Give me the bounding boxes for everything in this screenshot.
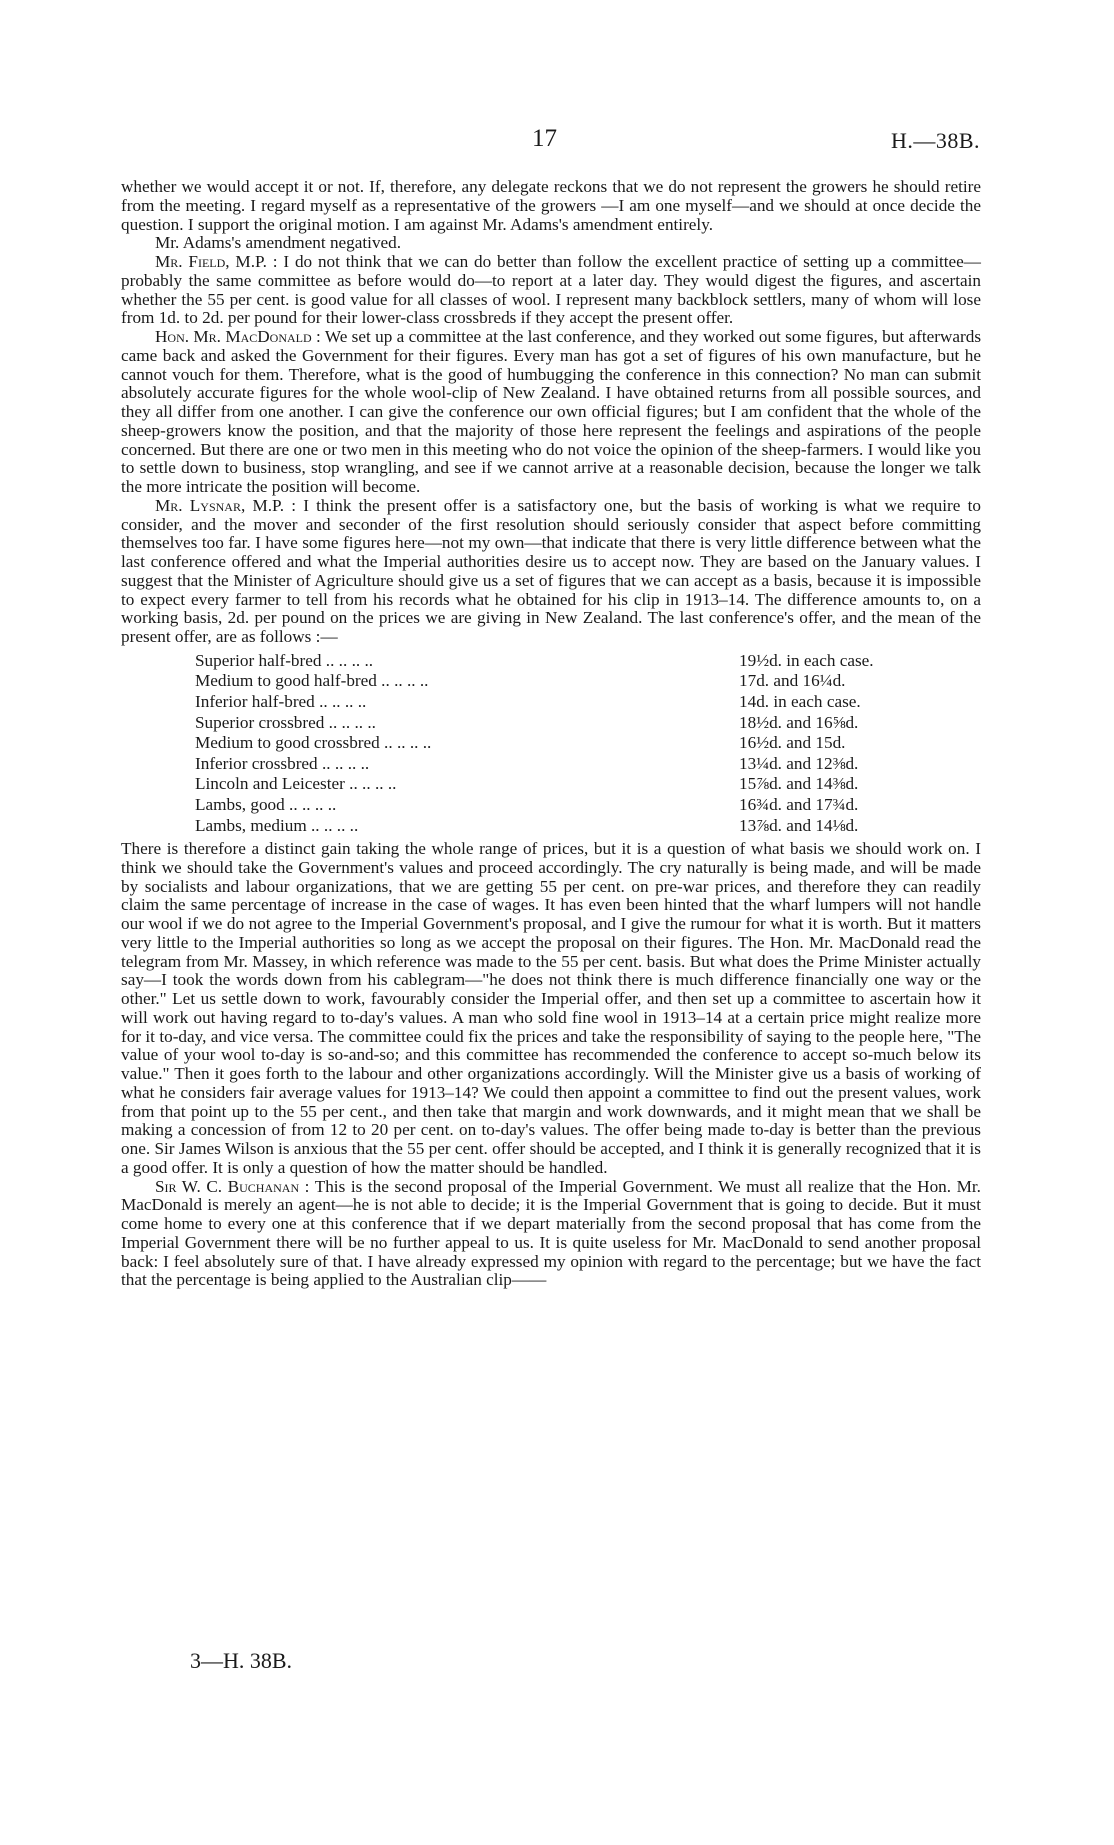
price-value: 16¾d. and 17¾d. <box>739 794 859 814</box>
speech-text: This is the second proposal of the Imperial Government. We must all realize that the Hon. Mr. MacDonald is merely an agent—he is not able to decide; it is the Imperial Government that is going to decide. But it must come home to every one at this conference that if we depart materially from the second proposal that has come from the Imperial Government there will be no further appeal to us. It is quite useless for Mr. MacDonald to send another proposal back: I feel absolutely sure of that. I have already expressed my opinion with regard to the percentage; but we have the fact that the percentage is being applied to the Australian clip—— <box>121 1176 981 1290</box>
table-row <box>195 774 874 795</box>
document-reference: H.—38B. <box>890 128 980 153</box>
price-value: 18½d. and 16⅝d. <box>739 712 859 732</box>
price-table <box>195 651 874 836</box>
price-value: 13⅞d. and 14⅛d. <box>739 815 859 835</box>
dot-leader: .. .. .. .. <box>384 733 432 753</box>
table-cell-item <box>195 713 739 734</box>
table-row <box>195 692 874 713</box>
table-row <box>195 651 874 672</box>
price-value: 13¼d. and 12⅜d. <box>739 753 859 773</box>
wool-class: Medium to good half-bred <box>195 671 377 691</box>
paragraph: Mr. Adams's amendment negatived. <box>155 233 402 253</box>
paragraph: There is therefore a distinct gain taking the whole range of prices, but it is a question of what basis we should work on. I think we should take the Government's values and proceed accordingly. The cry naturally is being made, and will be made by socialists and labour organizations, that we are getting 55 per cent. on pre-war prices, and therefore they can readily claim the same percentage of increase in the case of wages. It has even been hinted that the wharf lumpers will not handle our wool if we do not agree to the Imperial Government's proposal, and I give the rumour for what it is worth. But it matters very little to the Imperial authorities so long as we accept the proposal on their figures. The Hon. Mr. MacDonald read the telegram from Mr. Massey, in which reference was made to the 55 per cent. basis. But what does the Prime Minister actually say—I took the words down from his cablegram—"he does not think there is much difference financially one way or the other." Let us settle down to work, favourably consider the Imperial offer, and then set up a committee to ascertain how it will work out having regard to to-day's values. A man who sold fine wool in 1913–14 at a certain price might realize more for it to-day, and vice versa. The committee could fix the prices and take the responsibility of saying to the people here, "The value of your wool to-day is so-and-so; and this committee has recommended the conference to accept so-much below its value." Then it goes forth to the labour and other organizations accordingly. Will the Minister give us a basis of working of what he considers fair average values for 1913–14? We could then appoint a committee to find out the present values, work from that point up to the 55 per cent., and then take that margin and work downwards, and it might mean that we shall be making a concession of from 12 to 20 per cent. on to-day's values. The offer being made to-day is better than the previous one. Sir James Wilson is anxious that the 55 per cent. offer should be accepted, and I think it is generally recognized that it is a good offer. It is only a question of how the matter should be handled. <box>121 839 981 1177</box>
speaker-name: Mr. Field, M.P. <box>155 252 267 271</box>
price-value: 19½d. in each case. <box>739 650 874 670</box>
wool-class: Superior half-bred <box>195 650 322 670</box>
price-value: 15⅞d. and 14⅜d. <box>739 774 859 794</box>
signature-mark: 3—H. 38B. <box>190 1648 293 1673</box>
dot-leader: .. .. .. .. <box>311 815 359 835</box>
table-cell-item <box>195 774 739 795</box>
table-cell-item <box>195 816 739 837</box>
dot-leader: .. .. .. .. <box>289 794 337 814</box>
wool-class: Superior crossbred <box>195 712 325 732</box>
dot-leader: .. .. .. .. <box>321 753 370 773</box>
table-row <box>195 754 874 775</box>
speech-buchanan: Sir W. C. Buchanan : This is the second proposal of the Imperial Government. We must all realize that the Hon. Mr. MacDonald is merely an agent—he is not able to decide; it is the Imperial Government that is going to decide. But it must come home to every one at this conference that if we depart materially from the second proposal that has come from the Imperial Government there will be no further appeal to us. It is quite useless for Mr. MacDonald to send another proposal back: I feel absolutely sure of that. I have already expressed my opinion with regard to the percentage; but we have the fact that the percentage is being applied to the Australian clip—— <box>121 1176 981 1290</box>
speech-text: We set up a committee at the last conference, and they worked out some figures, but afterwards came back and asked the Government for their figures. Every man has got a set of figures of his own manufacture, but he cannot vouch for them. Therefore, what is the good of humbugging the conference in this connection? No man can submit absolutely accurate figures for the whole wool-clip of New Zealand. I have obtained returns from all possible sources, and they all differ from one another. I can give the conference our own official figures; but I am confident that the whole of the sheep-growers know the position, and that the majority of those here represent the feelings and aspirations of the people concerned. But there are one or two men in this meeting who do not voice the opinion of the sheep-farmers. I would like you to settle down to business, stop wrangling, and see if we cannot arrive at a reasonable decision, because the longer we talk the more intricate the position will become. <box>121 327 982 496</box>
page-number: 17 <box>532 125 557 152</box>
table-row <box>195 795 874 816</box>
price-value: 17d. and 16¼d. <box>739 671 846 691</box>
wool-class: Inferior half-bred <box>195 691 315 711</box>
speech-lysnar: Mr. Lysnar, M.P. : I think the present offer is a satisfactory one, but the basis of working is what we require to consider, and the mover and seconder of the first resolution should seriously consider that aspect before committing themselves too far. I have some figures here—not my own—that indicate that there is very little difference between what the last conference offered and what the Imperial authorities desire us to accept now. They are based on the January values. I suggest that the Minister of Agriculture should give us a set of figures that we can accept as a basis, because it is impossible to expect every farmer to tell from his records what he obtained for his clip in 1913–14. The difference amounts to, on a working basis, 2d. per pound on the prices we are giving in New Zealand. The last conference's offer, and the mean of the present offer, are as follows :— <box>121 495 981 646</box>
wool-class: Lincoln and Leicester <box>195 774 345 794</box>
speaker-name: Sir W. C. Buchanan <box>155 1176 300 1196</box>
table-cell-item <box>195 671 739 692</box>
table-cell-item <box>195 795 739 816</box>
dot-leader: .. .. .. .. <box>319 691 367 711</box>
dot-leader: .. .. .. .. <box>328 712 376 732</box>
table-cell-item <box>195 651 739 672</box>
speech-macdonald: Hon. Mr. MacDonald : We set up a committee at the last conference, and they worked out some figures, but afterwards came back and asked the Government for their figures. Every man has got a set of figures of his own manufacture, but he cannot vouch for them. Therefore, what is the good of humbugging the conference in this connection? No man can submit absolutely accurate figures for the whole wool-clip of New Zealand. I have obtained returns from all possible sources, and they all differ from one another. I can give the conference our own official figures; but I am confident that the whole of the sheep-growers know the position, and that the majority of those here represent the feelings and aspirations of the people concerned. But there are one or two men in this meeting who do not voice the opinion of the sheep-farmers. I would like you to settle down to business, stop wrangling, and see if we cannot arrive at a reasonable decision, because the longer we talk the more intricate the position will become. <box>121 327 982 496</box>
speech-text: I do not think that we can do better than follow the excellent practice of setting up a committee—probably the same committee as before would do—to report at a later day. They would digest the figures, and ascertain whether the 55 per cent. is good value for all classes of wool. I represent many backblock settlers, many of whom will lose from 1d. to 2d. per pound for their lower-class crossbreds if they accept the present offer. <box>121 252 981 328</box>
table-cell-item <box>195 733 739 754</box>
wool-class: Inferior crossbred <box>195 753 318 773</box>
wool-class: Lambs, good <box>195 794 285 814</box>
table-row <box>195 713 874 734</box>
dot-leader: .. .. .. .. <box>325 650 374 670</box>
speech-field: Mr. Field, M.P. : I do not think that we can do better than follow the excellent practice of setting up a committee—probably the same committee as before would do—to report at a later day. They would digest the figures, and ascertain whether the 55 per cent. is good value for all classes of wool. I represent many backblock settlers, many of whom will lose from 1d. to 2d. per pound for their lower-class crossbreds if they accept the present offer. <box>121 252 981 328</box>
table-cell-item <box>195 754 739 775</box>
table-row <box>195 671 874 692</box>
wool-class: Lambs, medium <box>195 815 307 835</box>
table-cell-item <box>195 692 739 713</box>
document-body <box>121 178 981 1290</box>
paragraph: whether we would accept it or not. If, therefore, any delegate reckons that we do not represent the growers he should retire from the meeting. I regard myself as a representative of the growers —I am one myself—and we should at once decide the question. I support the original motion. I am against Mr. Adams's amendment entirely. <box>121 177 981 234</box>
price-value: 16½d. and 15d. <box>739 733 846 753</box>
table-row <box>195 816 874 837</box>
dot-leader: .. .. .. .. <box>349 774 397 794</box>
price-value: 14d. in each case. <box>739 691 861 711</box>
speech-text: I think the present offer is a satisfactory one, but the basis of working is what we require to consider, and the mover and seconder of the first resolution should seriously consider that aspect before committing themselves too far. I have some figures here—not my own—that indicate that there is very little difference between what the last conference offered and what the Imperial authorities desire us to accept now. They are based on the January values. I suggest that the Minister of Agriculture should give us a set of figures that we can accept as a basis, because it is impossible to expect every farmer to tell from his records what he obtained for his clip in 1913–14. The difference amounts to, on a working basis, 2d. per pound on the prices we are giving in New Zealand. The last conference's offer, and the mean of the present offer, are as follows :— <box>121 495 981 646</box>
dot-leader: .. .. .. .. <box>381 671 429 691</box>
speaker-name: Mr. Lysnar, M.P. <box>155 495 284 515</box>
wool-class: Medium to good crossbred <box>195 733 380 753</box>
table-row <box>195 733 874 754</box>
speaker-name: Hon. Mr. MacDonald <box>155 327 312 346</box>
